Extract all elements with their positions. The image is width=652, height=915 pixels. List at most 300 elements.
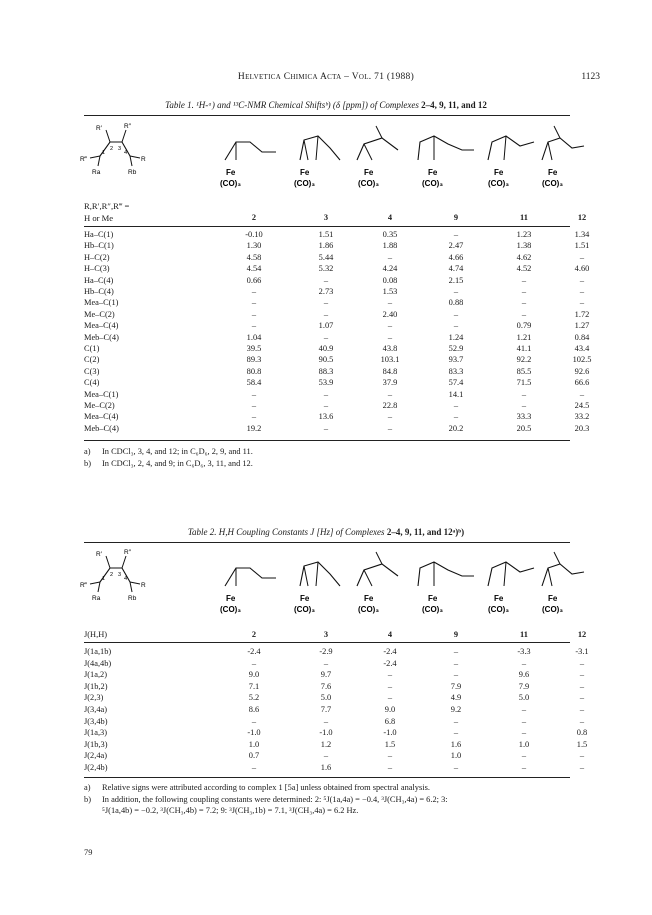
table-row [84,229,590,240]
complex-12-structure [542,126,584,188]
table-cell: 13.6 [318,412,334,422]
table-cell: – [323,401,329,410]
table1-structure-row [0,120,652,200]
fe-label: Fe [548,168,558,177]
table-cell: – [387,681,393,691]
table-cell: 43.4 [574,344,590,353]
table-cell: – [579,287,585,296]
table-cell: – [251,763,257,772]
table-cell: 2.40 [382,309,398,319]
table-cell: -3.1 [575,647,589,656]
table-row [84,240,590,251]
label-pos4: 4 [124,150,128,156]
table-cell: 1.72 [574,309,590,319]
table-cell: 1.5 [576,739,588,749]
table-cell: – [579,252,585,262]
row-label: J(2,3) [84,693,104,703]
table-cell: – [521,705,527,714]
label-r1: R′ [96,551,102,558]
table2-head-label: J(H,H) [84,630,108,639]
co3-label: (CO)₃ [488,179,510,188]
table-cell: 71.5 [516,378,532,388]
table-cell: – [521,658,527,668]
table-cell: 88.3 [318,366,334,376]
table-cell: 1.53 [382,287,398,296]
table-cell: – [521,287,527,296]
table-cell: 22.8 [382,401,398,410]
co3-label: (CO)₃ [422,179,444,188]
table-cell: 14.1 [448,389,464,399]
table-cell: 40.9 [318,344,334,353]
table-row [84,366,590,377]
complex-12-structure [542,552,584,614]
table-cell: – [387,423,393,433]
table-cell: 66.6 [574,378,590,388]
table-cell: – [323,716,329,726]
table-cell: 9.2 [450,705,462,714]
row-label: H–C(3) [84,264,110,274]
compound-number: 11 [520,213,528,222]
row-label: J(2,4b) [84,763,108,772]
label-r2: R″ [124,549,131,556]
table-cell: 5.0 [518,693,530,703]
footnote-text: In addition, the following coupling constants were determined: 2: ⁵J(1a,4a) = −0.4, ³J(CH₃,4a) = 6.2; 3: [102,795,448,804]
table-cell: – [579,716,585,726]
table-cell: 1.88 [382,241,398,251]
table-cell: 4.74 [448,264,464,274]
table-row [84,704,585,715]
table-cell: – [387,332,393,342]
table-cell: -1.0 [383,728,397,738]
co3-label: (CO)₃ [542,179,564,188]
footnote-text: Relative signs were attributed according to complex 1 [5a] unless obtained from spectral analysis. [102,783,430,792]
table-cell: 103.1 [380,355,400,365]
table-cell: – [453,716,459,726]
table2-compound-header [84,629,587,640]
co3-label: (CO)₃ [358,605,380,614]
table-cell: 4.9 [450,693,462,703]
table-row [84,411,590,422]
table-cell: 93.7 [448,355,464,365]
table-cell: -1.0 [319,728,333,738]
generic-diene-structure [80,549,146,602]
compound-number: 4 [387,213,393,222]
row-label: C(1) [84,344,100,353]
table-cell: – [453,309,459,319]
label-r4: R [141,582,146,589]
label-ra: Ra [92,595,101,602]
table1-compound-header [84,212,587,223]
complex-2-structure [220,142,276,188]
table-cell: 5.44 [318,252,334,262]
fe-label: Fe [428,594,438,603]
table-cell: – [453,763,459,772]
label-ra: Ra [92,169,101,176]
table1-bottom-rule [84,440,570,441]
fe-label: Fe [226,594,236,603]
complex-3-structure [294,136,340,188]
table-cell: 85.5 [516,366,532,376]
table-cell: – [521,728,527,738]
table-row [84,423,590,434]
table-cell: – [387,389,393,399]
table-cell: – [579,681,585,691]
label-r3: R‴ [80,156,87,163]
table-cell: – [453,647,459,656]
table-cell: – [453,670,459,680]
table-cell: 0.08 [382,275,398,285]
table-cell: – [521,309,527,319]
table-row [84,727,588,738]
label-pos1: 1 [102,150,106,156]
table-cell: – [323,275,329,285]
table-cell: – [323,658,329,668]
row-label: Mea–C(1) [84,389,119,399]
table-cell: – [579,275,585,285]
table-cell: 7.6 [320,681,332,691]
table-cell: – [579,670,585,680]
table-cell: 4.58 [246,252,262,262]
table-cell: – [251,287,257,296]
table-row [84,692,585,703]
complex-9-structure [418,562,474,614]
row-label: Me–C(2) [84,309,115,319]
table-cell: 9.0 [384,705,396,714]
table-cell: 2.47 [448,241,464,251]
complex-4-structure [357,126,398,188]
co3-label: (CO)₃ [422,605,444,614]
table-cell: 5.32 [318,264,334,274]
table2-caption [0,527,652,537]
table-cell: 1.6 [450,739,462,749]
table-cell: – [323,332,329,342]
table-cell: 33.3 [516,412,532,422]
table2-top-rule [84,542,570,543]
table-cell: – [453,728,459,738]
table-cell: 2.73 [318,287,334,296]
compound-number: 12 [577,213,587,222]
table-cell: – [453,230,459,239]
table-row [84,286,585,297]
table-cell: 0.8 [576,728,588,738]
label-pos2: 2 [110,572,114,578]
table-cell: – [387,670,393,680]
row-label: H–C(2) [84,252,110,262]
table-row [84,681,585,692]
table-cell: – [387,693,393,703]
table1-head-rule [84,226,570,227]
table2-structure-row [0,546,652,628]
fe-label: Fe [300,168,310,177]
table-cell: 1.51 [318,230,334,239]
table-cell: – [323,389,329,399]
co3-label: (CO)₃ [358,179,380,188]
table-cell: 2.15 [448,275,464,285]
table-cell: 1.27 [574,321,590,331]
label-r4: R [141,156,146,163]
table-cell: 6.8 [384,716,396,726]
fe-label: Fe [364,168,374,177]
table-cell: – [387,252,393,262]
fe-label: Fe [494,168,504,177]
compound-number: 9 [453,630,459,639]
compound-number: 2 [251,630,257,639]
complex-4-structure [357,552,398,614]
page-footer-number: 79 [84,848,93,857]
table-cell: – [251,389,257,399]
table-cell: – [453,321,459,331]
table2-caption-body: H,H Coupling Constants J [Hz] of Complexes [218,527,385,537]
table-cell: 4.24 [382,264,398,274]
table-cell: – [521,763,527,772]
row-label: J(1a,3) [84,728,108,738]
table-cell: 83.3 [448,366,464,376]
table-cell: 0.35 [382,230,398,239]
row-label: J(4a,4b) [84,658,112,668]
row-label: Hb–C(1) [84,241,114,251]
table-row [84,750,585,761]
row-label: J(3,4b) [84,716,108,726]
table-cell: – [251,309,257,319]
table-row [84,332,590,343]
table-row [84,275,585,286]
table-cell: 1.2 [320,739,332,749]
co3-label: (CO)₃ [294,179,316,188]
table-cell: -3.3 [517,647,531,656]
complex-2-structure [220,568,276,614]
table-cell: 57.4 [448,378,464,388]
label-r1: R′ [96,125,102,132]
footnote-mark: a) [84,783,91,792]
compound-number: 3 [323,630,329,639]
complex-11-structure [488,562,534,614]
footnote-text: In CDCl₃, 2, 4, and 9; in C₆D₆, 3, 11, and 12. [102,459,253,468]
co3-label: (CO)₃ [542,605,564,614]
co3-label: (CO)₃ [488,605,510,614]
table-cell: 1.30 [246,241,262,251]
table-cell: 4.60 [574,264,590,274]
row-label: J(1b,2) [84,681,108,691]
table-cell: – [579,298,585,308]
table2-bottom-rule [84,777,570,778]
table-cell: 41.1 [516,344,532,353]
row-label: C(4) [84,378,100,388]
row-label: J(1a,1b) [84,647,112,656]
table-row [84,739,588,750]
table-cell: – [453,401,459,410]
table-cell: 0.7 [248,751,260,761]
table-cell: 1.0 [248,739,260,749]
fe-label: Fe [364,594,374,603]
compound-number: 9 [453,213,459,222]
table-cell: 4.66 [448,252,464,262]
table-cell: – [323,751,329,761]
table-cell: – [251,412,257,422]
table-cell: 1.86 [318,241,334,251]
fe-label: Fe [226,168,236,177]
label-pos1: 1 [102,576,106,582]
table1-head-sublabel: H or Me [84,213,114,223]
table-cell: – [453,287,459,296]
table-cell: 39.5 [246,344,262,353]
complex-9-structure [418,136,474,188]
table-cell: – [521,298,527,308]
table1-caption-compounds: 2–4, 9, 11, and 12 [421,100,487,110]
complex-11-structure [488,136,534,188]
table-cell: 92.2 [516,355,532,365]
table-cell: 33.2 [574,412,590,422]
table2-caption-compounds: 2–4, 9, 11, and 12ᵃ)ᵇ) [386,527,465,537]
table-cell: 43.8 [382,344,398,353]
table-cell: 7.1 [248,681,260,691]
compound-number: 2 [251,213,257,222]
table-row [84,263,590,274]
row-label: Meb–C(4) [84,332,119,342]
table2-caption-prefix: Table 2. [187,527,217,537]
table-cell: – [387,763,393,772]
fe-label: Fe [428,168,438,177]
table-cell: – [579,658,585,668]
table-cell: 7.9 [518,681,530,691]
table-cell: 90.5 [318,355,334,365]
table-cell: 1.51 [574,241,590,251]
table-cell: – [521,275,527,285]
table-row [84,297,585,308]
table-cell: – [579,751,585,761]
table-cell: -2.4 [383,658,397,668]
generic-diene-structure [80,123,146,176]
table-row [84,658,585,669]
table-cell: – [579,705,585,714]
table-cell: 1.07 [318,321,334,331]
table-cell: – [251,716,257,726]
fe-label: Fe [494,594,504,603]
table1-caption [0,100,652,110]
table-cell: – [521,389,527,399]
label-pos2: 2 [110,146,114,152]
row-label: Mea–C(4) [84,412,119,422]
table-cell: 0.88 [448,298,464,308]
row-label: J(2,4a) [84,751,108,761]
table-cell: – [453,658,459,668]
table-row [84,762,585,773]
row-label: Ha–C(4) [84,275,114,285]
table-row [84,669,585,680]
table-cell: 92.6 [574,366,590,376]
footnote-mark: a) [84,447,91,456]
table-cell: – [521,716,527,726]
table-cell: 58.4 [246,378,262,388]
table-cell: 1.0 [518,739,530,749]
table-cell: 0.79 [516,321,532,331]
table-row [84,354,592,365]
table-cell: 20.5 [516,423,532,433]
table-cell: 52.9 [448,344,464,353]
table-cell: -2.4 [383,647,397,656]
compound-number: 12 [577,630,587,639]
label-r3: R‴ [80,582,87,589]
table-cell: – [251,658,257,668]
row-label: C(3) [84,366,100,376]
table1-head-label: R,R′,R″,R‴ = [84,201,130,211]
footnote-mark: b) [84,795,91,804]
table-row [84,646,589,657]
table-row [84,400,590,411]
table-cell: – [453,412,459,422]
table-cell: 1.6 [320,763,332,772]
table1-top-rule [84,115,570,116]
table-cell: – [521,751,527,761]
label-rb: Rb [128,169,137,176]
table-cell: 1.38 [516,241,532,251]
table-cell: 1.34 [574,230,590,239]
table-cell: 4.52 [516,264,532,274]
row-label: Mea–C(1) [84,298,119,308]
table-cell: 89.3 [246,355,262,365]
complex-3-structure [294,562,340,614]
table-row [84,252,585,263]
table1-caption-body: ¹H-ᵃ) and ¹³C-NMR Chemical Shiftsᵇ) (δ [ppm]) of Complexes [196,100,419,110]
table-row [84,716,585,727]
co3-label: (CO)₃ [294,605,316,614]
table-cell: – [323,298,329,308]
table-row [84,377,590,388]
table-cell: – [387,298,393,308]
table-cell: 4.62 [516,252,532,262]
row-label: Me–C(2) [84,401,115,410]
table-cell: – [323,309,329,319]
table-cell: -2.9 [319,647,333,656]
table-cell: 20.2 [448,423,464,433]
table-cell: 7.7 [320,705,332,714]
table-cell: -1.0 [247,728,261,738]
footnote-text: In CDCl₃, 3, 4, and 12; in C₆D₆, 2, 9, and 11. [102,447,253,456]
table-cell: 1.04 [246,332,262,342]
row-label: J(1a,2) [84,670,108,680]
footnote-mark: b) [84,459,91,468]
table-cell: -0.10 [245,230,263,239]
table-cell: – [579,763,585,772]
table-cell: – [579,389,585,399]
table-cell: 1.0 [450,751,462,761]
table-cell: 19.2 [246,423,262,433]
table-cell: 1.24 [448,332,464,342]
table-cell: – [521,401,527,410]
table-cell: 102.5 [572,355,592,365]
table-cell: – [387,321,393,331]
table-cell: 9.6 [518,670,530,680]
fe-label: Fe [300,594,310,603]
table-cell: 0.84 [574,332,590,342]
table-row [84,343,590,354]
table-cell: 1.21 [516,332,532,342]
table-cell: – [387,412,393,422]
table-row [84,320,590,331]
table-cell: -2.4 [247,647,261,656]
row-label: Hb–C(4) [84,287,114,296]
table-row [84,309,590,320]
compound-number: 3 [323,213,329,222]
table-cell: 4.54 [246,264,262,274]
footnote-text: ⁵J(1a,4b) = −0.2, ³J(CH₃,4b) = 7.2; 9: ³J(CH₃,1b) = 7.1, ³J(CH₃,4a) = 6.2 Hz. [102,806,359,815]
table-cell: 24.5 [574,401,590,410]
fe-label: Fe [548,594,558,603]
row-label: C(2) [84,355,100,365]
table-cell: 80.8 [246,366,262,376]
table2-head-rule [84,642,570,643]
compound-number: 11 [520,630,528,639]
row-label: J(3,4a) [84,705,108,714]
